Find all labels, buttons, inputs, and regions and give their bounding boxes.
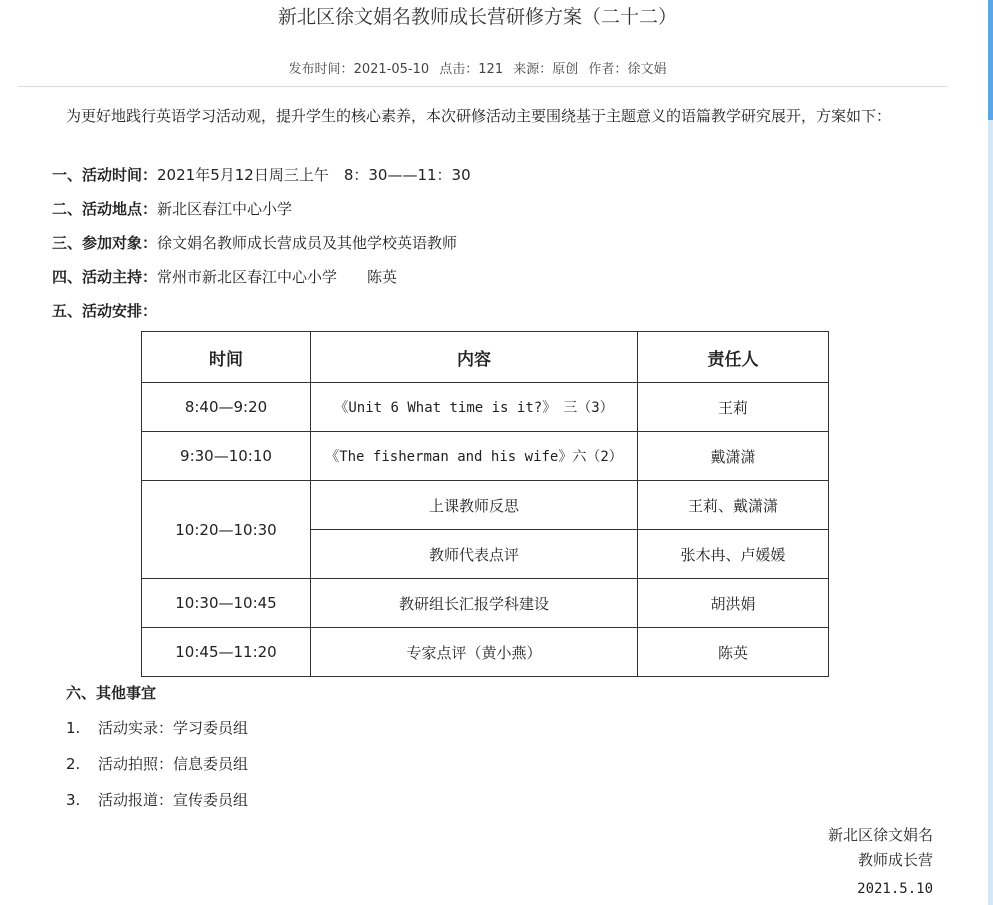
signature-line1: 新北区徐文娟名 [827,826,933,844]
row-content: 上课教师反思 [311,481,638,530]
table-header-row [142,332,829,383]
row-content: 教研组长汇报学科建设 [311,579,638,628]
table-row [142,481,829,530]
section-participants [52,232,457,253]
row-person: 张木冉、卢媛媛 [638,530,829,579]
row-time: 8:40—9:20 [142,383,311,432]
row-time: 10:20—10:30 [142,481,311,579]
page-scrollbar[interactable] [988,0,993,905]
section-participants-label: 三、参加对象： [52,234,158,252]
section-host-value: 常州市新北区春江中心小学 陈英 [157,268,398,286]
section-host [52,266,397,287]
row-person: 王莉 [638,383,829,432]
section-time-value: 2021年5月12日周三上午 8：30——11：30 [157,166,471,184]
schedule-table [141,331,829,677]
section-participants-value: 徐文娟名教师成长营成员及其他学校英语教师 [157,234,458,252]
source-label: 来源： [513,62,553,77]
item-text: 活动实录：学习委员组 [98,719,249,737]
publish-label: 发布时间： [288,62,354,77]
clicks-label: 点击： [439,62,479,77]
item-text: 活动拍照：信息委员组 [98,755,249,773]
row-person: 胡洪娟 [638,579,829,628]
header-time: 时间 [142,332,311,383]
row-content: 专家点评（黄小燕） [311,628,638,677]
article-meta [0,58,955,77]
row-person: 陈英 [638,628,829,677]
clicks-count: 121 [478,62,504,77]
source-value: 原创 [552,62,579,77]
signature-date: 2021.5.10 [857,881,933,897]
header-person: 责任人 [638,332,829,383]
table-row [142,432,829,481]
row-person: 王莉、戴潇潇 [638,481,829,530]
row-time: 9:30—10:10 [142,432,311,481]
row-content: 教师代表点评 [311,530,638,579]
author-label: 作者： [588,62,628,77]
list-item [66,753,248,774]
list-item [66,789,248,810]
scrollbar-thumb[interactable] [988,0,993,120]
section-place-value: 新北区春江中心小学 [157,200,293,218]
table-row [142,579,829,628]
section-schedule-label: 五、活动安排： [52,302,158,320]
publish-date: 2021-05-10 [353,62,430,77]
section-time-label: 一、活动时间： [52,166,158,184]
table-row [142,383,829,432]
section-place [52,198,292,219]
list-item [66,717,248,738]
row-person: 戴潇潇 [638,432,829,481]
section-place-label: 二、活动地点： [52,200,158,218]
section-schedule [52,300,157,321]
author-value: 徐文娟 [627,62,667,77]
intro-paragraph: 为更好地践行英语学习活动观，提升学生的核心素养，本次研修活动主要围绕基于主题意义的语篇教学研究展开，方案如下： [66,107,892,125]
item-text: 活动报道：宣传委员组 [98,791,249,809]
item-number: 2. [66,755,81,773]
row-time: 10:30—10:45 [142,579,311,628]
item-number: 3. [66,791,81,809]
table-row [142,628,829,677]
divider [18,86,948,87]
article-title: 新北区徐文娟名教师成长营研修方案（二十二） [277,6,677,28]
section-time [52,164,471,185]
other-heading: 六、其他事宜 [66,684,157,702]
header-content: 内容 [311,332,638,383]
item-number: 1. [66,719,81,737]
signature-line2: 教师成长营 [857,851,933,869]
row-content: 《The fisherman and his wife》六（2） [311,432,638,481]
section-host-label: 四、活动主持： [52,268,158,286]
row-content: 《Unit 6 What time is it?》 三（3） [311,383,638,432]
row-time: 10:45—11:20 [142,628,311,677]
